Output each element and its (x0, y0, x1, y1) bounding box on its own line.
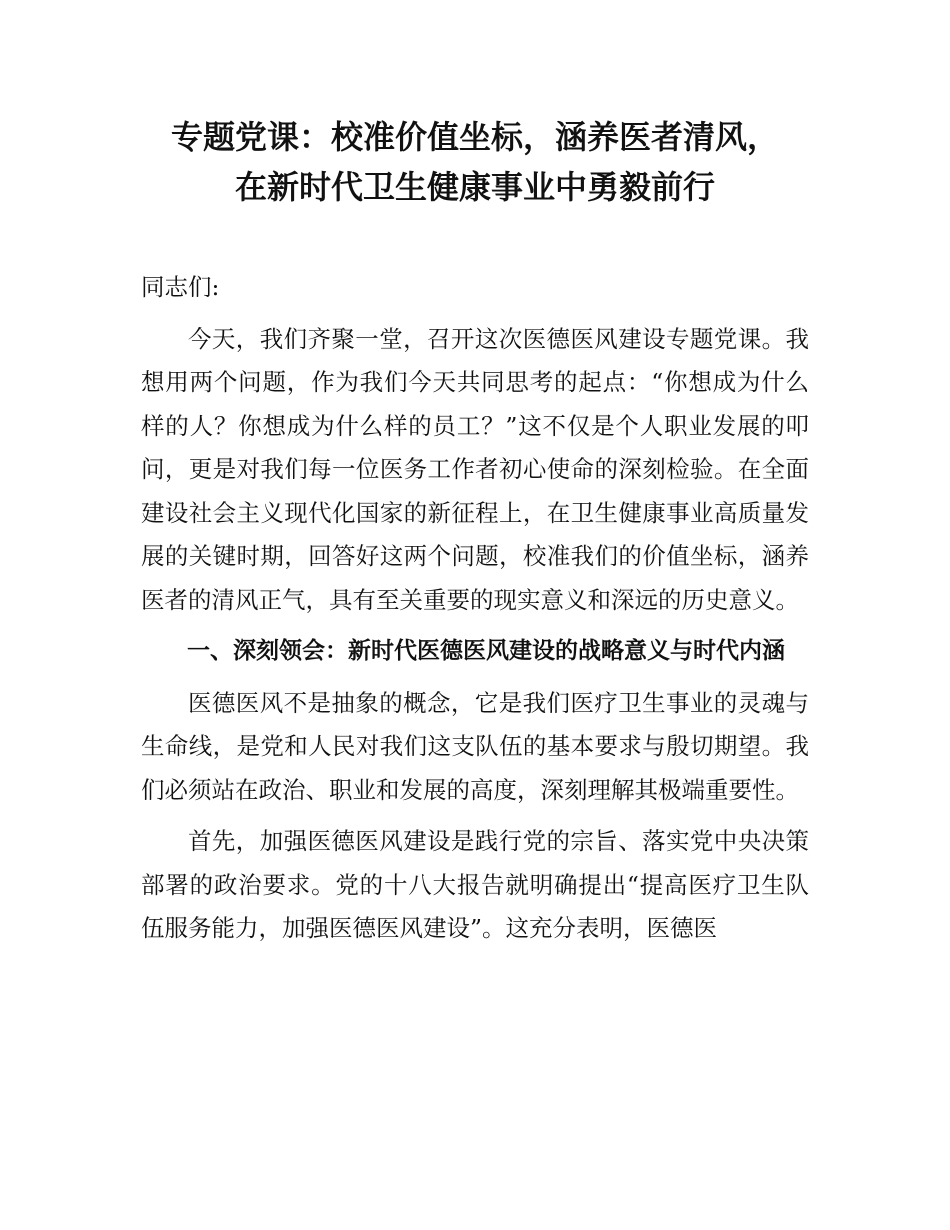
paragraph-section1-first-point: 首先，加强医德医风建设是践行党的宗旨、落实党中央决策部署的政治要求。党的十八大报告就明确提出“提高医疗卫生队伍服务能力，加强医德医风建设”。这充分表明，医德医 (141, 827, 809, 942)
section-heading-1: 一、深刻领会：新时代医德医风建设的战略意义与时代内涵 (187, 638, 785, 664)
salutation: 同志们: (141, 273, 220, 301)
document-title (120, 112, 830, 212)
title-line-1: 专题党课：校准价值坐标，涵养医者清风， (170, 118, 779, 156)
document-body (141, 266, 809, 959)
paragraph-intro: 今天，我们齐聚一堂，召开这次医德医风建设专题党课。我想用两个问题，作为我们今天共同思考的起点：“你想成为什么样的人？你想成为什么样的员工？”这不仅是个人职业发展的叩问，更是对我们每一位医务工作者初心使命的深刻检验。在全面建设社会主义现代化国家的新征程上，在卫生健康事业高质量发展的关键时期，回答好这两个问题，校准我们的价值坐标，涵养医者的清风正气，具有至关重要的现实意义和深远的历史意义。 (141, 324, 809, 614)
title-line-2: 在新时代卫生健康事业中勇毅前行 (234, 168, 715, 206)
paragraph-section1-intro: 医德医风不是抽象的概念，它是我们医疗卫生事业的灵魂与生命线，是党和人民对我们这支队伍的基本要求与殷切期望。我们必须站在政治、职业和发展的高度，深刻理解其极端重要性。 (141, 688, 809, 804)
